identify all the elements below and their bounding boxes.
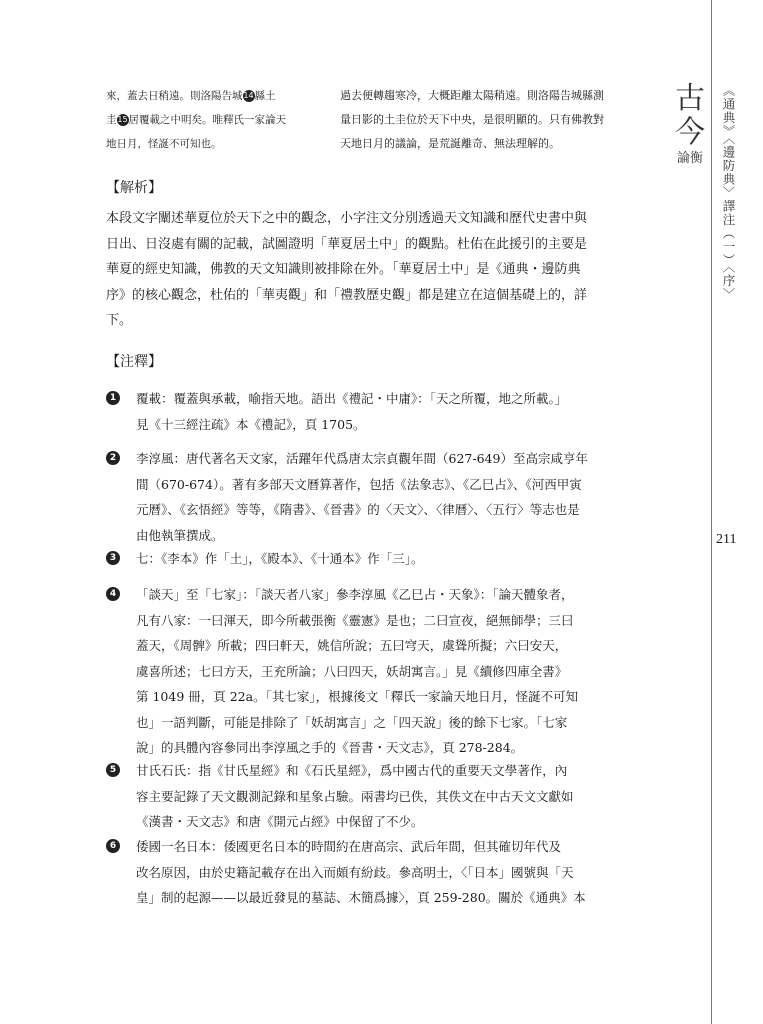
note-line: 《漢書・天文志》和唐《開元占經》中保留了不少。 [136,814,424,829]
note-marker-14: 14 [243,91,254,100]
journal-logo-sub: 論衡 [676,151,703,166]
note-line: 容主要記錄了天文觀測記錄和星象占驗。兩書均已佚，其佚文在中古天文文獻如 [136,788,574,804]
note-item [106,446,626,548]
note-marker-15: 15 [117,115,128,124]
note-line: 間（670-674）。著有多部天文曆算著作，包括《法象志》、《乙巳占》、《河西甲寅 [136,476,582,492]
note-number: 5 [106,763,120,777]
note-item [106,758,626,835]
note-line: 也」一語判斷，可能是排除了「妖胡寓言」之「四天說」後的餘下七家。「七家 [136,714,568,730]
note-line: 第 1049 冊，頁 22a。「其七家」，根據後文「釋氏一家論天地日月，怪誕不可知 [136,689,579,704]
note-line: 虞喜所述；七曰方天，王充所論；八曰四天，妖胡寓言。」見《續修四庫全書》 [136,663,568,679]
analysis-paragraph [106,206,626,334]
original-text: 來，蓋去日稍遠。則洛陽告城 [106,90,243,102]
note-line: 元曆》、《玄悟經》等等，《隋書》、《晉書》的〈天文〉、〈律曆〉、〈五行〉等志也是 [136,502,580,517]
analysis-line: 華夏的經史知識，佛教的天文知識則被排除在外。「華夏居土中」是《通典・邊防典 [106,262,581,277]
journal-logo [668,82,712,167]
running-title: 《通典》〈邊防典〉譯注（一）〈序〉 [721,84,736,301]
note-line: 甘氏石氏：指《甘氏星經》和《石氏星經》，爲中國古代的重要天文學著作，內 [136,763,568,778]
translation-line: 量日影的土圭位於天下中央，是很明顯的。只有佛教對 [340,113,604,126]
note-line: 李淳風：唐代著名天文家，活躍年代爲唐太宗貞觀年間（627-649）至高宗咸亨年 [136,451,588,466]
note-line: 蓋天，《周髀》所載；四曰軒天，姚信所說；五曰穹天，虞聳所擬；六曰安天， [136,638,568,653]
note-item [106,386,626,437]
note-line: 凡有八家：一曰渾天，即今所載張衡《靈憲》是也；二曰宣夜，絕無師學；三曰 [136,612,574,628]
note-line: 「談天」至「七家」：「談天者八家」參李淳風《乙巳占・天象》：「論天體象者， [136,587,574,602]
original-text: 縣土 [254,90,276,102]
analysis-line: 本段文字闡述華夏位於天下之中的觀念，小字注文分別透過天文知識和歷代史書中與 [106,211,588,226]
note-line: 由他執筆撰成。 [136,527,224,543]
analysis-line: 日出、日沒處有關的記載，試圖證明「華夏居土中」的觀點。杜佑在此援引的主要是 [106,236,588,252]
note-line: 說」的具體內容參同出李淳風之手的《晉書・天文志》，頁 278-284。 [136,740,524,755]
note-line: 七：《李本》作「土」，《殿本》、《十通本》作「三」。 [136,551,424,566]
translation-text-block [340,84,630,156]
original-text: 居覆載之中明矣。唯釋氏一家論天 [128,114,286,126]
translation-line: 過去便轉趨寒冷，大概距離太陽稍遠。則洛陽告城縣測 [340,89,604,102]
analysis-line: 序》的核心觀念，杜佑的「華夷觀」和「禮教歷史觀」都是建立在這個基礎上的，詳 [106,287,588,303]
page-number: 211 [716,532,737,547]
journal-logo-main: 古今 [675,81,705,150]
note-number: 2 [106,451,120,465]
note-line: 改名原因，由於史籍記載存在出入而頗有紛歧。參高明士，〈「日本」國號與「天 [136,864,574,880]
translation-line: 天地日月的議論，是荒誕離奇、無法理解的。 [340,137,560,150]
note-number: 6 [106,839,120,853]
note-line: 皇」制的起源——以最近發見的墓誌、木簡爲據〉，頁 259-280。關於《通典》本 [136,890,586,905]
original-text-block [106,84,316,156]
note-item [106,546,626,572]
original-line-3: 地日月，怪誕不可知也。 [106,138,222,150]
note-number: 4 [106,587,120,601]
original-line-2 [106,108,316,132]
analysis-heading: 【解析】 [106,180,162,196]
note-number: 1 [106,391,120,405]
note-number: 3 [106,551,120,565]
original-line-1 [106,84,316,108]
note-item [106,582,626,761]
note-item [106,834,626,911]
analysis-line: 下。 [106,313,133,328]
original-text: 圭 [106,114,117,126]
note-line: 見《十三經注疏》本《禮記》，頁 1705。 [136,416,366,432]
note-line: 倭國一名日本：倭國更名日本的時間約在唐高宗、武后年間，但其確切年代及 [136,839,562,854]
notes-heading: 【注釋】 [106,354,162,370]
note-line: 覆載：覆蓋與承載，喻指天地。語出《禮記・中庸》：「天之所覆，地之所載。」 [136,391,568,406]
